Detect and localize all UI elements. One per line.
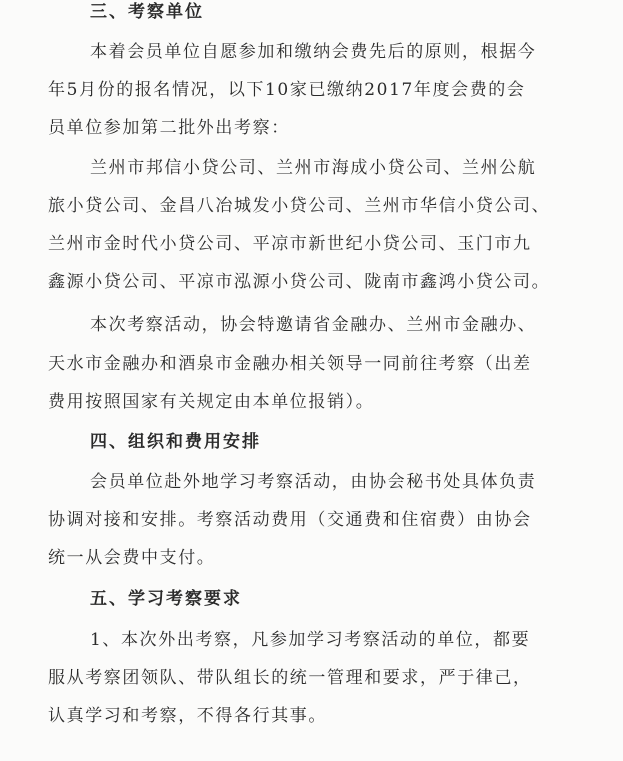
paragraph-line: 年5月份的报名情况，以下10家已缴纳2017年度会费的会 [48,80,526,100]
paragraph-line: 协调对接和安排。考察活动费用（交通费和住宿费）由协会 [48,510,532,530]
paragraph-line: 兰州市金时代小贷公司、平凉市新世纪小贷公司、玉门市九 [48,234,532,254]
paragraph-line: 兰州市邦信小贷公司、兰州市海成小贷公司、兰州公航 [90,158,537,178]
paragraph-line: 本着会员单位自愿参加和缴纳会费先后的原则，根据今 [90,42,537,62]
paragraph-line: 鑫源小贷公司、平凉市泓源小贷公司、陇南市鑫鸿小贷公司。 [48,272,551,292]
paragraph-line: 本次考察活动，协会特邀请省金融办、兰州市金融办、 [90,315,537,335]
section-heading-3: 三、考察单位 [90,2,204,22]
paragraph-line: 员单位参加第二批外出考察： [48,118,290,138]
paragraph-line: 天水市金融办和酒泉市金融办相关领导一同前往考察（出差 [48,354,532,374]
section-heading-4: 四、组织和费用安排 [90,432,261,452]
section-heading-5: 五、学习考察要求 [90,589,242,609]
paragraph-line: 旅小贷公司、金昌八冶城发小贷公司、兰州市华信小贷公司、 [48,196,551,216]
paragraph-line: 认真学习和考察，不得各行其事。 [48,706,327,726]
paragraph-line: 费用按照国家有关规定由本单位报销）。 [48,392,375,412]
paragraph-line: 统一从会费中支付。 [48,548,216,568]
paragraph-line: 会员单位赴外地学习考察活动，由协会秘书处具体负责 [90,472,537,492]
paragraph-line: 1、本次外出考察，凡参加学习考察活动的单位，都要 [90,630,531,650]
paragraph-line: 服从考察团领队、带队组长的统一管理和要求，严于律己， [48,668,532,688]
